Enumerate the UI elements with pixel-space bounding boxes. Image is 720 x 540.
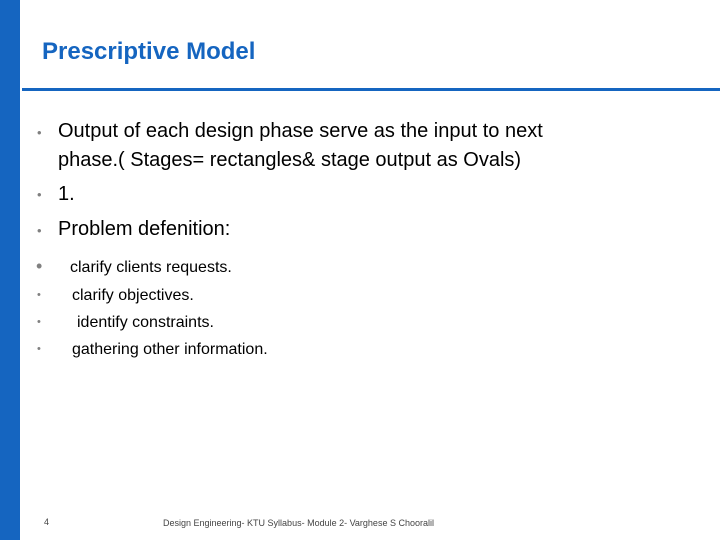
sub-bullet-identify-constraints: identify constraints. <box>77 314 214 331</box>
left-accent-bar <box>0 0 20 540</box>
bullet-icon: • <box>37 223 42 238</box>
bullet-icon: • <box>37 187 42 202</box>
title-underline <box>22 88 720 91</box>
footer-text: Design Engineering- KTU Syllabus- Module 2- Varghese S Chooralil <box>163 518 434 528</box>
bullet-icon: • <box>37 125 42 140</box>
bullet-icon: • <box>37 343 41 355</box>
sub-bullet-clarify-requests: clarify clients requests. <box>70 259 232 276</box>
bullet-icon: • <box>36 256 43 276</box>
page-number: 4 <box>44 517 50 527</box>
bullet-text-output-continued: phase.( Stages= rectangles& stage output as Ovals) <box>58 149 522 171</box>
bullet-text-output: Output of each design phase serve as the input to next <box>58 120 543 142</box>
left-bar-divider <box>20 0 22 540</box>
bullet-text-step: 1. <box>58 183 75 205</box>
slide-title: Prescriptive Model <box>42 38 256 65</box>
bullet-icon: • <box>37 289 41 301</box>
sub-bullet-clarify-objectives: clarify objectives. <box>72 287 194 304</box>
sub-bullet-gathering-information: gathering other information. <box>72 341 268 358</box>
bullet-icon: • <box>37 316 41 328</box>
bullet-text-problem-definition: Problem defenition: <box>58 218 231 240</box>
